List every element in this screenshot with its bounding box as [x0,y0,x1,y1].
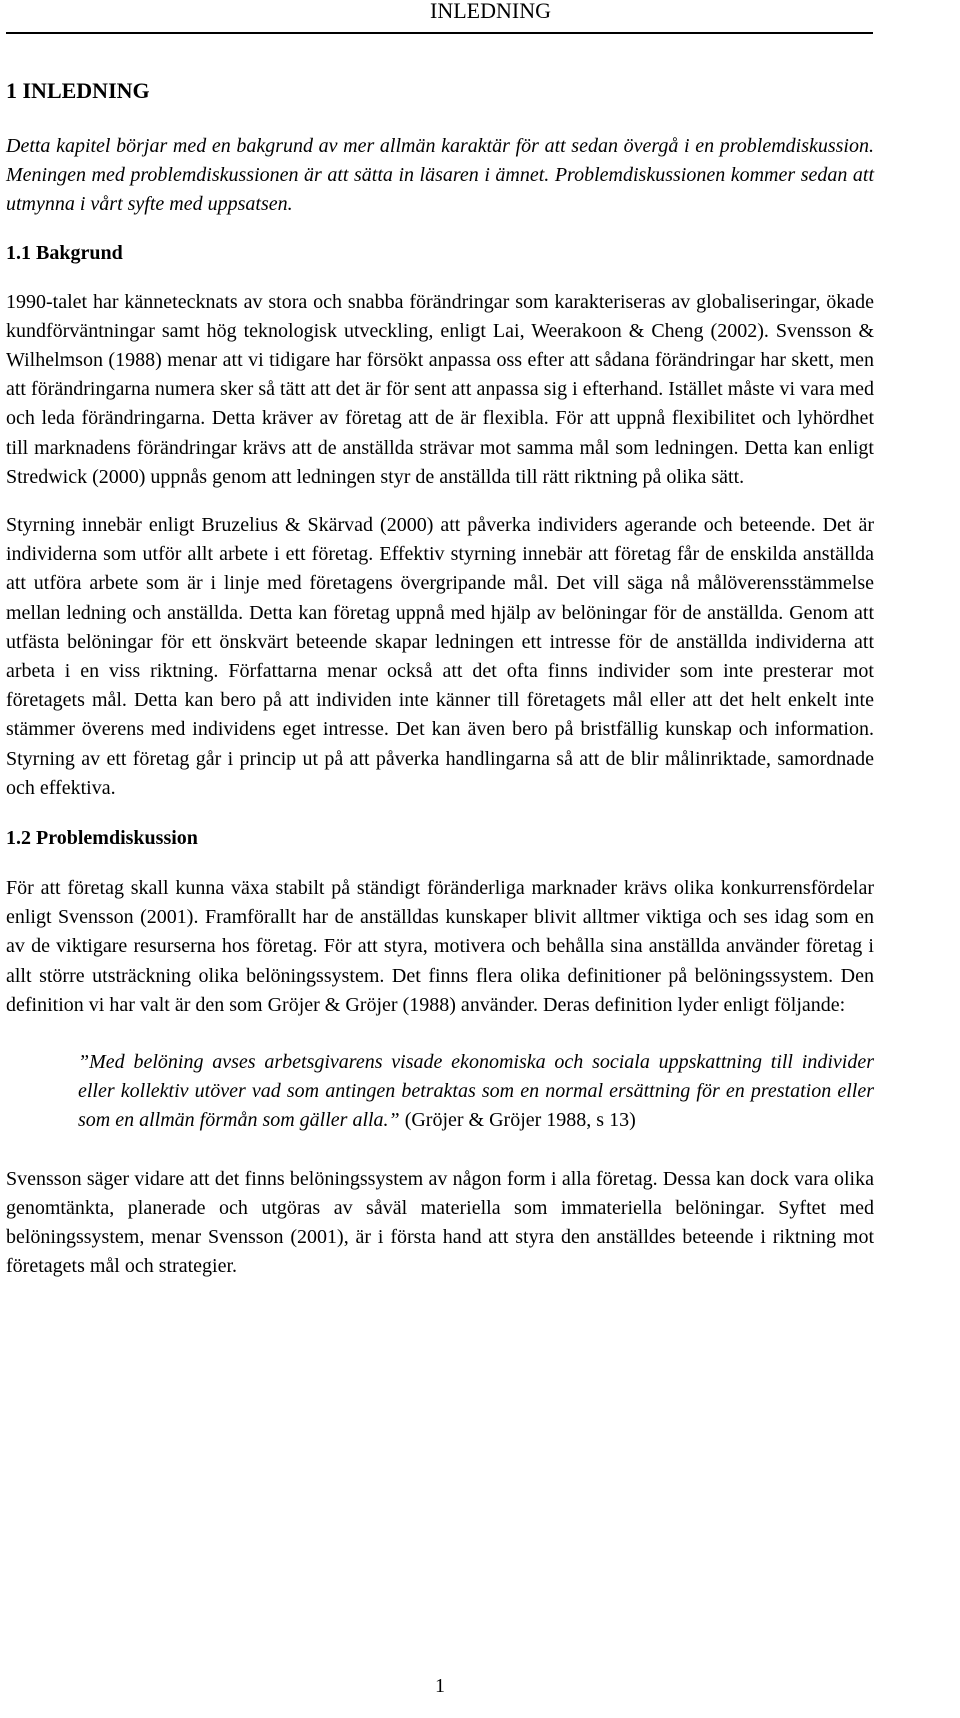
problemdiskussion-paragraph-1: För att företag skall kunna växa stabilt på ständigt föränderliga marknader krävs olika konkurrensfördelar enligt Svensson (2001). Framförallt har de anställdas kunskaper blivit alltmer viktiga och ses idag som en av de viktigare resurserna hos företag. För att styra, motivera och behålla sina anställda använder företag i allt större utsträckning olika belöningssystem. Det finns flera olika definitioner på belöningssystem. Den definition vi har valt är den som Gröjer & Gröjer (1988) använder. Deras definition lyder enligt följande: [6,877,874,1016]
quote-citation: (Gröjer & Gröjer 1988, s 13) [404,1109,636,1132]
quote-text: ”Med belöning avses arbetsgivarens visade ekonomiska och sociala uppskattning till individer eller kollektiv utöver vad som antingen betraktas som en normal ersättning för en prestation eller som en allmän förmån som gäller alla.” [78,1051,874,1132]
bakgrund-paragraph-1: 1990-talet har kännetecknats av stora och snabba förändringar som karakteriseras av globaliseringar, ökade kundförväntningar samt hög teknologisk utveckling, enligt Lai, Weerakoon & Cheng (2002). Svensson & Wilhelmson (1988) menar att vi tidigare har försökt anpassa oss efter att sådana förändringar har skett, men att förändringarna numera sker så tätt att det är för sent att anpassa sig i efterhand. Istället måste vi vara med och leda förändringarna. Detta kräver av företag att de är flexibla. För att uppnå flexibilitet och lyhördhet till marknadens förändringar krävs att de anställda strävar mot samma mål som ledningen. Detta kan enligt Stredwick (2000) uppnås genom att ledningen styr de anställda till rätt riktning på olika sätt. [6,290,874,488]
bakgrund-paragraph-2: Styrning innebär enligt Bruzelius & Skärvad (2000) att påverka individers agerande och beteende. Det är individerna som utför allt arbete i ett företag. Effektiv styrning innebär att företag får de enskilda anställda att utföra arbete som är i linje med företagens övergripande mål. Det vill säga nå målöverensstämmelse mellan ledning och anställda. Detta kan företag uppnå med hjälp av belöningar för de anställda. Genom att utfästa belöningar för ett önskvärt beteende skapar ledningen ett intresse för de anställda individerna att arbeta i en viss riktning. Författarna menar också att det ofta finns individer som inte presterar mot företagets mål. Detta kan bero på att individen inte känner till företagets mål eller att det helt enkelt inte stämmer överens med individens eget intresse. Det kan även bero på bristfällig kunskap och information. Styrning av ett företag går i princip ut på att påverka handlingarna så att de blir målinriktade, samordnade och effektiva. [6,514,874,799]
running-header: INLEDNING [430,0,551,23]
problemdiskussion-paragraph-2: Svensson säger vidare att det finns belöningssystem av någon form i alla företag. Dessa kan dock vara olika genomtänkta, planerade och utgöras av såväl materiella som immateriella belöningar. Syftet med belöningssystem, menar Svensson (2001), är i första hand att styra den anställdes beteende i riktning mot företagets mål och strategier. [6,1167,874,1278]
header-rule [6,32,873,34]
block-quote [78,1048,874,1136]
section-heading-bakgrund: 1.1 Bakgrund [6,241,123,264]
page-number: 1 [435,1675,445,1697]
chapter-intro: Detta kapitel börjar med en bakgrund av mer allmän karaktär för att sedan övergå i en problemdiskussion. Meningen med problemdiskussionen är att sätta in läsaren i ämnet. Problemdiskussionen kommer sedan att utmynna i vårt syfte med uppsatsen. [6,135,874,216]
section-heading-problemdiskussion: 1.2 Problemdiskussion [6,827,198,850]
page-content [6,70,874,1282]
chapter-heading: 1 INLEDNING [6,78,150,103]
